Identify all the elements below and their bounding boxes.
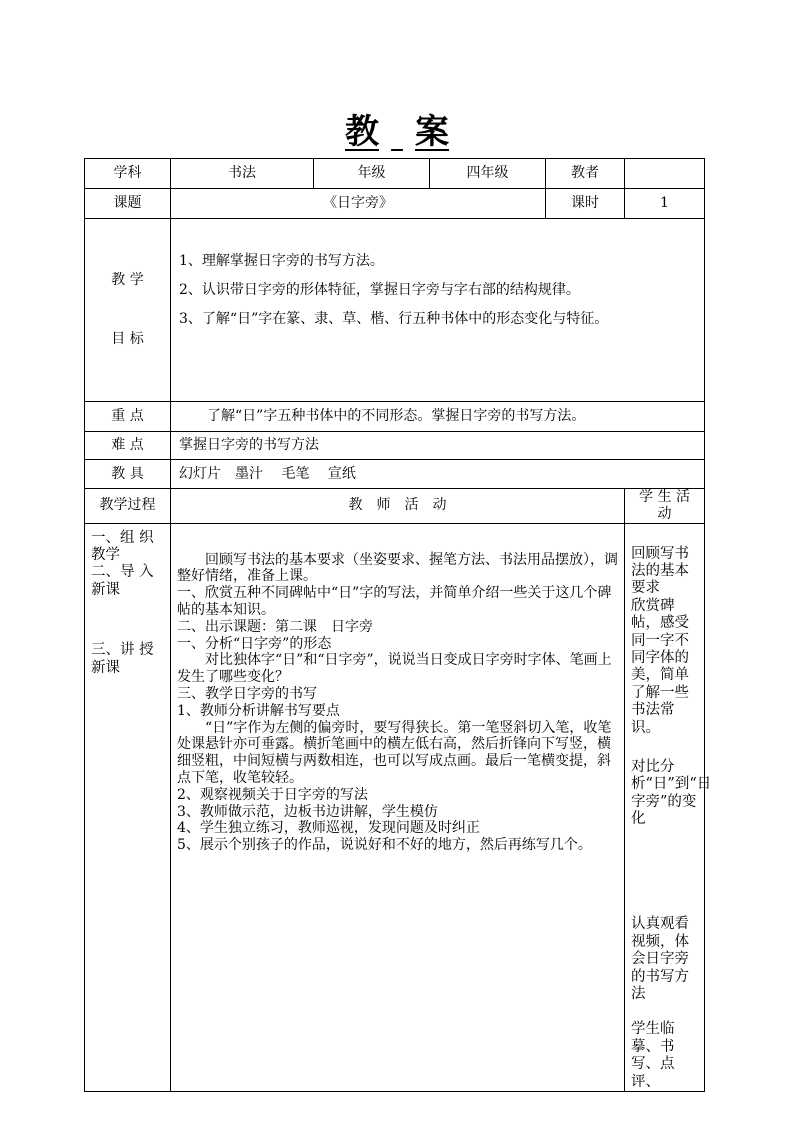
header-student-activity: 学 生 活 动 [625,489,705,524]
teacher-value [625,159,705,189]
teacher-label: 教者 [546,159,625,189]
process-step-2: 二、导 入 [91,564,154,581]
objectives-label-top: 教 学 [111,272,144,289]
period-label: 课时 [546,189,625,219]
objective-item: 1、理解掌握日字旁的书写方法。 [179,253,384,269]
student-activity-item: 学生临摹、书写、点评、 [631,1021,675,1090]
student-activity-item: 欣赏碑帖，感受同一字不同字体的美，简单了解一些书法常识。 [631,597,689,736]
teacher-activity-item: 三、教学日字旁的书写 [177,685,317,702]
tools-row [85,460,705,489]
grade-label: 年级 [314,159,430,189]
teacher-activity-item: 4、学生独立练习，教师巡视，发现问题及时纠正 [177,820,480,837]
process-step-3-label: 新课 [91,659,120,676]
header-teacher-activity: 教 师 活 动 [171,489,625,524]
topic-value: 《日字旁》 [171,189,546,219]
grade-value: 四年级 [430,159,546,189]
tools-text: 幻灯片 墨汁 毛笔 宣纸 [171,460,705,489]
period-value: 1 [625,189,705,219]
title-char-2: 案 [415,112,449,152]
objective-item: 2、认识带日字旁的形体特征，掌握日字旁与字右部的结构规律。 [179,281,580,298]
objectives-label [85,219,171,402]
key-point-text: 了解“日”字五种书体中的不同形态。掌握日字旁的书写方法。 [171,402,705,432]
teacher-activity-item: 二、出示课题：第二课 日字旁 [177,618,373,635]
process-step-2-label: 新课 [91,581,120,598]
topic-label: 课题 [85,189,171,219]
student-activity-item: 认真观看视频，体会日字旁的书写方法 [631,916,689,1003]
activity-row [85,523,705,1091]
teacher-activity-item: 1、教师分析讲解书写要点 [177,702,340,719]
teacher-activity-item: 5、展示个别孩子的作品，说说好和不好的地方，然后再练写几个。 [177,837,592,854]
tools-label: 教 具 [85,460,171,489]
teacher-activity-column [171,523,625,1091]
student-activity-item: 回顾写书法的基本要求 [631,545,689,597]
page-title [0,104,794,153]
objective-item: 3、了解“日”字在篆、隶、草、楷、行五种书体中的形态变化与特征。 [179,310,609,327]
process-step-1: 一、组 织 [91,529,154,546]
teacher-activity-item: 回顾写书法的基本要求（坐姿要求、握笔方法、书法用品摆放），调整好情绪，准备上课。 [177,551,618,585]
student-activity-column [625,523,712,1091]
difficulty-label: 难 点 [85,432,171,460]
teacher-activity-item: 3、教师做示范，边板书边讲解，学生模仿 [177,803,438,820]
teacher-activity-item: 一、分析“日字旁”的形态 [177,635,332,652]
process-step-3: 三、讲 授 [91,642,154,659]
student-activity-item: 对比分析“日”到“日字旁”的变化 [631,758,712,828]
key-point-row [85,402,705,432]
activity-header-row [85,489,705,524]
topic-row [85,189,705,219]
process-column [85,523,171,1091]
objectives-row [85,219,705,402]
difficulty-row [85,432,705,460]
header-process: 教学过程 [85,489,171,524]
objectives-content [171,219,705,402]
process-step-1-label: 教学 [91,546,120,563]
difficulty-text: 掌握日字旁的书写方法 [171,432,705,460]
subject-label: 学科 [85,159,171,189]
key-point-label: 重 点 [85,402,171,432]
objectives-label-bottom: 目 标 [111,331,144,347]
teacher-activity-item: 一、欣赏五种不同碑帖中“日”字的写法，并简单介绍一些关于这几个碑帖的基本知识。 [177,585,612,618]
lesson-plan-table [84,158,712,1092]
info-row [85,159,705,189]
title-char-1: 教 [345,112,379,152]
teacher-activity-item: “日”字作为左侧的偏旁时，要写得狭长。第一笔竖斜切入笔，收笔处课悬针亦可垂露。横折笔画中的横左低右高，然后折锋向下写竖，横细竖粗，中间短横与两数相连，也可以写成点画。最后一笔横变提，斜点下笔，收笔较轻。 [177,719,612,786]
teacher-activity-item: 2、观察视频关于日字旁的写法 [177,786,368,803]
subject-value: 书法 [171,159,314,189]
teacher-activity-item: 对比独体字“日”和“日字旁”，说说当日变成日字旁时字体、笔画上发生了哪些变化？ [177,652,612,686]
